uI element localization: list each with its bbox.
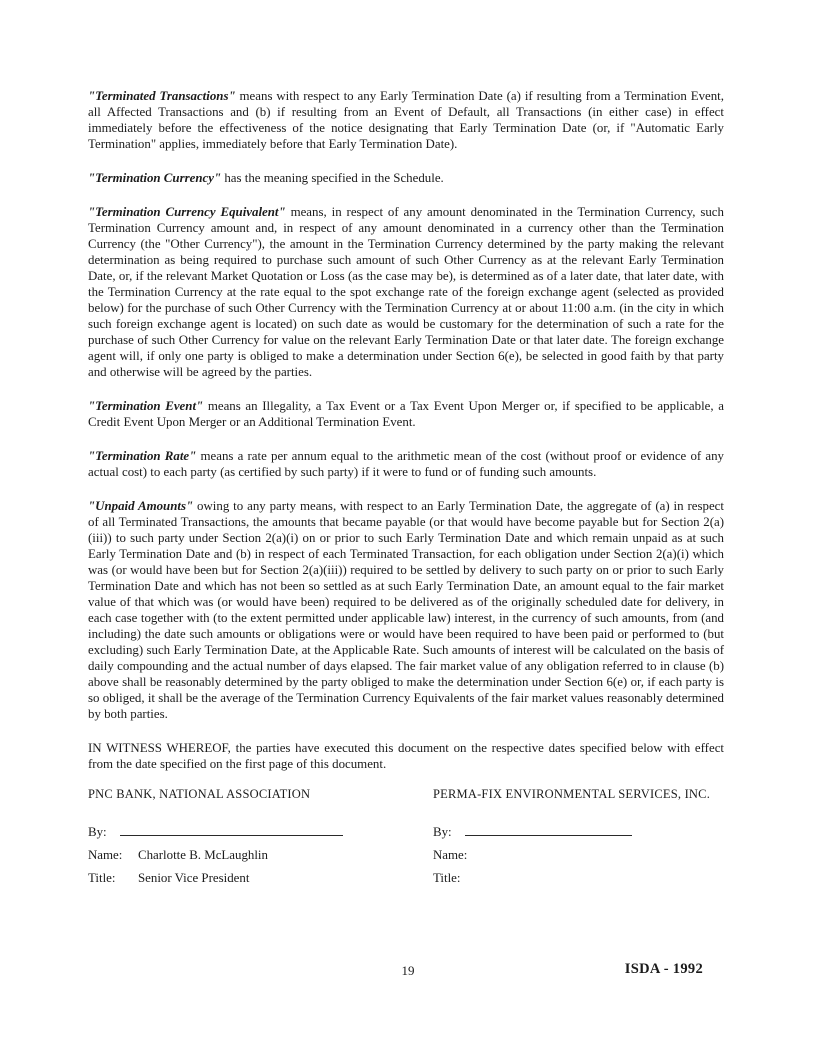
signer-name: Charlotte B. McLaughlin [138, 848, 268, 862]
witness-text: IN WITNESS WHEREOF, the parties have executed this document on the respective dates specified below with effect from the date specified on the first page of this document. [88, 741, 724, 771]
definition-text: means with respect to any Early Termination Date (a) if resulting from a Termination Event, all Affected Transactions and (b) if resulting from an Event of Default, all Transactions (in either case) in effect immediately before the effectiveness of the notice designating that Early Termination Date (or, if "Automatic Early Termination" applies, immediately before that Early Termination Date). [88, 89, 724, 151]
signer-title: Senior Vice President [138, 871, 250, 885]
name-row [433, 847, 724, 863]
signature-section [88, 786, 724, 893]
by-label: By: [433, 825, 452, 839]
signature-block-pnc-bank [88, 786, 433, 893]
signature-line [120, 822, 343, 836]
definition-paragraph-unpaid-amounts [88, 498, 724, 722]
document-reference-label: ISDA - 1992 [624, 961, 703, 977]
definition-text: means an Illegality, a Tax Event or a Tax Event Upon Merger or, if specified to be applicable, a Credit Event Upon Merger or an Additional Termination Event. [88, 399, 724, 429]
title-label: Title: [433, 871, 461, 885]
definition-paragraph-termination-rate [88, 448, 724, 480]
title-row [433, 870, 724, 886]
signature-block-perma-fix [433, 786, 724, 893]
by-label: By: [88, 825, 107, 839]
page-number: 19 [401, 963, 415, 978]
party-name: PNC BANK, NATIONAL ASSOCIATION [88, 787, 311, 801]
defined-term: "Termination Currency" [88, 171, 222, 185]
defined-term: "Termination Rate" [88, 449, 197, 463]
name-label: Name: [433, 848, 468, 862]
definition-text: means, in respect of any amount denominated in the Termination Currency, such Termination Currency amount and, in respect of any amount denominated in a currency other than the Termination Currency (the "Other Currency"), the amount in the Termination Currency determined by the party making the relevant determination as being required to purchase such amount of such Other Currency as at the relevant Early Termination Date, or, if the relevant Market Quotation or Loss (as the case may be), is determined as of a later date, that later date, with the Termination Currency at the rate equal to the spot exchange rate of the foreign exchange agent (selected as provided below) for the purchase of such Other Currency with the Termination Currency at or about 11:00 a.m. (in the city in which such foreign exchange agent is located) on such date as would be customary for the determination of such a rate for the purchase of such Other Currency for value on the relevant Early Termination Date or that later date. The foreign exchange agent will, if only one party is obliged to make a determination under Section 6(e), be selected in good faith by that party and otherwise will be agreed by the parties. [88, 205, 724, 379]
definition-text: owing to any party means, with respect to an Early Termination Date, the aggregate of (a) in respect of all Terminated Transactions, the amounts that became payable (or that would have become payable but for Section 2(a)(iii)) to such party under Section 2(a)(i) on or prior to such Early Termination Date and which remain unpaid as at such Early Termination Date and (b) in respect of each Terminated Transaction, for each obligation under Section 2(a)(i) which was (or would have been but for Section 2(a)(iii)) required to be settled by delivery to such party on or prior to such Early Termination Date and which has not been so settled as at such Early Termination Date, an amount equal to the fair market value of that which was (or would have been) required to be delivered as of the originally scheduled date for delivery, in each case together with (to the extent permitted under applicable law) interest, in the currency of such amounts, from (and including) the date such amounts or obligations were or would have been required to have been paid or performed to (but excluding) such Early Termination Date, at the Applicable Rate. Such amounts of interest will be calculated on the basis of daily compounding and the actual number of days elapsed. The fair market value of any obligation referred to in clause (b) above shall be reasonably determined by the party obliged to make the determination under Section 6(e) or, if each party is so obliged, it shall be the average of the Termination Currency Equivalents of the fair market values reasonably determined by both parties. [88, 499, 724, 721]
by-row [433, 822, 724, 840]
definition-paragraph-termination-event [88, 398, 724, 430]
defined-term: "Termination Event" [88, 399, 204, 413]
defined-term: "Unpaid Amounts" [88, 499, 194, 513]
title-label: Title: [88, 871, 116, 885]
definition-paragraph-termination-currency [88, 170, 724, 186]
by-row [88, 822, 433, 840]
party-name: PERMA-FIX ENVIRONMENTAL SERVICES, INC. [433, 787, 711, 801]
witness-clause [88, 740, 724, 772]
signature-line [465, 822, 632, 836]
defined-term: "Terminated Transactions" [88, 89, 236, 103]
definition-paragraph-termination-currency-equivalent [88, 204, 724, 380]
name-label: Name: [88, 848, 123, 862]
title-row [88, 870, 433, 886]
definition-paragraph-terminated-transactions [88, 88, 724, 152]
name-row [88, 847, 433, 863]
document-body [88, 88, 724, 893]
defined-term: "Termination Currency Equivalent" [88, 205, 286, 219]
definition-text: means a rate per annum equal to the arithmetic mean of the cost (without proof or evidence of any actual cost) to each party (as certified by such party) if it were to fund or of funding such amounts. [88, 449, 724, 479]
definition-text: has the meaning specified in the Schedule. [221, 171, 444, 185]
